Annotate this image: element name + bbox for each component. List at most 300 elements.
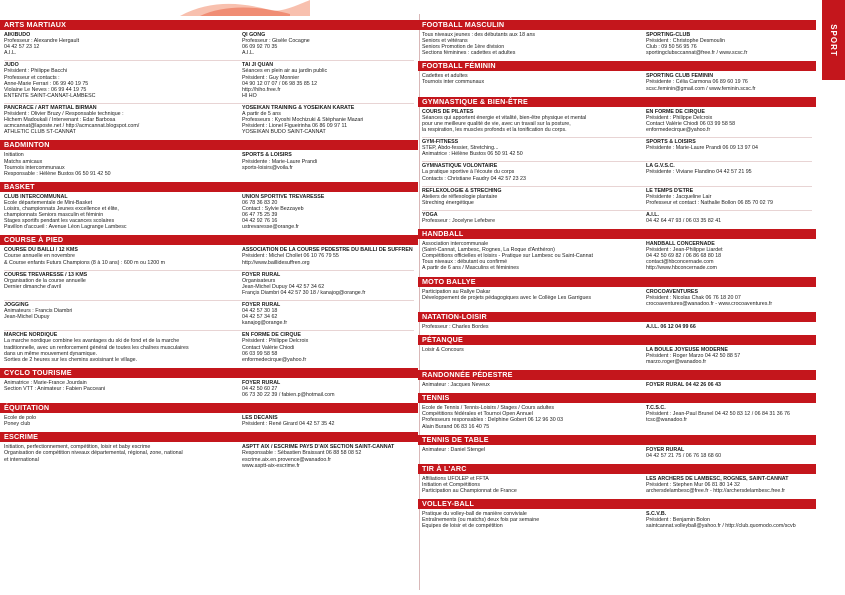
- entry: [422, 109, 638, 133]
- entry-line: Président : Philippe Bacchi: [4, 68, 68, 75]
- entry-line: 04 42 57 34 62: [242, 314, 278, 321]
- entry-line: Présidente : Viviane Flandino 04 42 57 21 95: [646, 169, 752, 176]
- entry-title: FOYER RURAL: [242, 302, 281, 308]
- entry: [4, 194, 234, 231]
- entry: [4, 62, 234, 99]
- entry: [422, 405, 638, 429]
- entry-line: Séances en plein air au jardin public: [242, 68, 328, 75]
- entry-line: ENTENTE SAINT-CANNAT-LAMBESC: [4, 92, 96, 99]
- entry-line: 04 90 12 07 07 / 06 98 35 85 12: [242, 80, 318, 87]
- entry-line: contact@hbconcernade.com: [646, 259, 714, 266]
- entry-line: 04 42 50 60 27: [242, 385, 278, 392]
- section: [418, 499, 816, 532]
- entry-line: Course annuelle en novembre: [4, 253, 75, 260]
- section-heading: ESCRIME: [0, 432, 418, 442]
- entry-line: saintcannat.volleyball@yahoo.fr / http://club.quomodo.com/scvb: [646, 523, 796, 530]
- entry-title: YOSEIKAN TRAINING & YOSEIKAN KARATÉ: [242, 104, 355, 111]
- section: [418, 335, 816, 368]
- entry-line: Animateur : Daniel Stengel: [422, 446, 486, 453]
- entry-line: 04 42 57 21 75 / 06 76 18 68 60: [646, 452, 722, 459]
- entry-line: 04 42 57 23 12: [4, 44, 40, 51]
- right-column: [418, 18, 816, 532]
- entry-line: Président : Nicolas Chak 06 76 18 20 07: [646, 294, 741, 301]
- entry-row: [0, 415, 418, 430]
- entry: [242, 194, 414, 231]
- section: [418, 97, 816, 227]
- entry-line: et international: [4, 456, 39, 463]
- entry-line: sportingclubsccannat@free.fr / www.scsc.fr: [646, 50, 748, 57]
- decorative-swoosh: [180, 0, 310, 16]
- entry-line: escrime.aix.en.provence@wanadoo.fr: [242, 456, 331, 463]
- entry-title: FOYER RURAL 04 42 26 06 43: [646, 382, 721, 389]
- entry-line: Président : Michel Chollet 06 10 76 79 55: [242, 253, 339, 260]
- entry-line: STEP, Abdo-fessier, Stretching...: [422, 145, 499, 152]
- entry-line: Présidente : Marie-Laure Prandi 06 09 13 97 04: [646, 145, 758, 152]
- section-heading: HANDBALL: [418, 229, 816, 239]
- section: [418, 464, 816, 497]
- entry-title: QI GONG: [242, 32, 266, 38]
- entry-line: Compétitions fédérales et Tournoi Open Annuel: [422, 411, 533, 418]
- entry-row: [0, 194, 418, 234]
- section: [418, 61, 816, 94]
- entry-line: 06 47 75 25 39: [242, 212, 278, 219]
- entry-line: Initiation: [4, 152, 24, 159]
- entry-line: Sorties de 2 heures sur les chemins avoisinant le village.: [4, 356, 138, 363]
- section: [0, 182, 418, 234]
- entry-title: CROCOAVENTURES: [646, 288, 698, 295]
- entry-line: www.asptt-aix-escrime.fr: [242, 462, 300, 469]
- entry-line: Professeur et contact : Nathalie Bollon 06 85 70 02 79: [646, 199, 773, 206]
- entry-title: A.I.L.: [646, 211, 659, 218]
- entry: [422, 73, 638, 91]
- section: [418, 393, 816, 432]
- entry-title: AÏKIBUDO: [4, 32, 31, 38]
- row-separator: [4, 300, 414, 301]
- entry: [4, 380, 234, 398]
- entry-line: Présidente : Célia Carmona 06 89 60 19 76: [646, 79, 748, 86]
- side-margin: [822, 80, 845, 595]
- entry-line: Président : Benjamin Bolon: [646, 517, 710, 524]
- section: [418, 435, 816, 462]
- entry-row: [418, 382, 816, 391]
- section-heading: FOOTBALL FÉMININ: [418, 61, 816, 71]
- section: [418, 229, 816, 274]
- entry-title: JUDO: [4, 62, 19, 69]
- entry: [242, 32, 414, 56]
- entry-line: Jean-Michel Dupuy: [4, 314, 50, 321]
- entry: [646, 73, 812, 91]
- entry-line: Responsable : Hélène Bustos 06 50 91 42 50: [4, 170, 111, 177]
- section-heading: GYMNASTIQUE & BIEN-ÊTRE: [418, 97, 816, 107]
- entry-line: La marche nordique combine les avantages du ski de fond et de la marche: [4, 338, 180, 345]
- entry-line: Professeurs responsables : Delphine Gobert 06 12 96 30 03: [422, 417, 564, 424]
- entry-row: [418, 241, 816, 274]
- entry-line: Poney club: [4, 421, 31, 428]
- entry-title: EN FORME DE CIRQUE: [242, 332, 301, 339]
- section: [0, 20, 418, 138]
- section-heading: VOLLEY-BALL: [418, 499, 816, 509]
- entry-line: Président : Philippe Delcroix: [646, 114, 713, 121]
- section-heading: ARTS MARTIAUX: [0, 20, 418, 30]
- entry-title: ASSOCIATION DE LA COURSE PÉDESTRE DU BAILLI DE SUFFREN: [242, 247, 413, 254]
- entry-title: GYMNASTIQUE VOLONTAIRE: [422, 163, 498, 170]
- entry-line: Contacts : Christiane Faudry 04 42 57 23 23: [422, 175, 526, 182]
- entry-line: Tous niveaux : débutant ou confirmé: [422, 259, 508, 266]
- entry-line: A.I.L.: [4, 50, 17, 57]
- entry-line: Entraînements (ou matchs) deux fois par semaine: [422, 517, 540, 524]
- entry: [646, 109, 812, 133]
- entry-title: YOGA: [422, 211, 438, 218]
- section-heading: BASKET: [0, 182, 418, 192]
- section-heading: BADMINTON: [0, 140, 418, 150]
- entry-line: Président : Philippe Delcroix: [242, 338, 309, 345]
- section-heading: CYCLO TOURISME: [0, 368, 418, 378]
- entry-title: COURSE DU BAILLI / 12 KMS: [4, 247, 78, 254]
- entry-line: Stages sportifs pendant les vacances scolaires: [4, 218, 115, 225]
- entry-row: [0, 32, 418, 59]
- entry-line: Pavillon d'accueil : Avenue Léon Lagrange Lambesc: [4, 224, 127, 231]
- entry-line: Dernier dimanche d'avril: [4, 283, 61, 290]
- entry-row: [418, 405, 816, 432]
- entry-title: FOYER RURAL: [242, 379, 281, 386]
- entry: [646, 163, 812, 181]
- section-heading: ÉQUITATION: [0, 403, 418, 413]
- entry-line: http://www.hbconcernade.com: [646, 265, 717, 272]
- entry-line: À partir de 5 ans: [242, 111, 281, 118]
- entry-line: Organisateurs: [242, 277, 276, 284]
- entry-line: acmcannat@laposte.net / http://acmcannat.blogspot.com/: [4, 123, 140, 130]
- entry-title: COURSE TRÉVARESSE / 13 KMS: [4, 271, 88, 278]
- section: [418, 20, 816, 59]
- entry: [4, 105, 234, 135]
- sport-side-tab: [822, 0, 845, 80]
- entry: [422, 32, 638, 56]
- entry-line: championnats Seniors masculin et féminin: [4, 212, 104, 219]
- entry: [646, 241, 812, 271]
- entry-row: [0, 62, 418, 102]
- entry-line: enformedecirque@yahoo.fr: [646, 126, 711, 133]
- row-separator: [4, 60, 414, 61]
- entry-line: Président : Roger Marzo 04 42 50 88 57: [646, 353, 741, 359]
- section: [418, 312, 816, 333]
- entry-title: SPORTS & LOISIRS: [646, 139, 696, 146]
- entry-line: la respiration, les muscles profonds et la tonification du corps.: [422, 126, 567, 133]
- section-heading: PÉTANQUE: [418, 335, 816, 345]
- entry-line: Affiliations UFOLEP et FFTA: [422, 475, 489, 482]
- entry-title: LES DÉCANIS: [242, 415, 278, 422]
- entry-line: Président : Stephen Mur 06 81 80 14 32: [646, 481, 740, 488]
- entry: [242, 444, 414, 468]
- entry-line: dans un même mouvement dynamique.: [4, 350, 98, 357]
- entry-line: Initiation et Compétitions: [422, 481, 481, 488]
- entry: [4, 332, 234, 362]
- entry-line: Président : Jean-Philippe Liardet: [646, 247, 723, 254]
- entry-line: Président : René Girard 04 42 57 35 42: [242, 421, 335, 428]
- entry-line: Pratique du volley-ball de manière conviviale: [422, 511, 527, 518]
- entry-line: Président : Lionel Figueirinha 06 86 09 97 11: [242, 123, 348, 130]
- row-separator: [4, 270, 414, 271]
- entry: [646, 289, 812, 307]
- entry-line: Streching énergétique: [422, 199, 474, 206]
- entry-line: Tous niveaux jeunes : des débutants aux 18 ans: [422, 32, 536, 38]
- entry-title: LA G.V.S.C.: [646, 163, 675, 170]
- entry-line: Professeur : Alexandre Hergault: [4, 38, 80, 45]
- entry-line: Club : 09 50 56 95 76: [646, 44, 697, 51]
- entry-line: archersdelambesc@free.fr - http://archersdelambesc.free.fr: [646, 488, 786, 495]
- entry-line: Professeur : Charles Bordes: [422, 323, 489, 330]
- entry: [646, 32, 812, 56]
- entry-row: [418, 289, 816, 310]
- entry: [422, 188, 638, 206]
- entry-line: Participation au Championnat de France: [422, 488, 517, 495]
- entry-line: Professeur et contacts :: [4, 74, 60, 81]
- entry-line: 06 73 30 22 39 / fabien.p@hotmail.com: [242, 392, 335, 399]
- row-separator: [4, 103, 414, 104]
- section-heading: TIR À L'ARC: [418, 464, 816, 474]
- entry-line: Professeur : Jocelyne Lefebvre: [422, 217, 496, 224]
- entry-line: Animateur : Jacques Neveux: [422, 382, 490, 389]
- entry-line: Jean-Michel Dupuy 04 42 57 34 62: [242, 283, 325, 290]
- entry-row: [418, 324, 816, 333]
- entry-title: GYM-FITNESS: [422, 139, 459, 146]
- entry: [646, 511, 812, 529]
- entry-line: Équipes de loisir et de compétition: [422, 523, 503, 530]
- entry-line: Tournois intercommunaux: [4, 164, 65, 171]
- entry-title: T.C.S.C.: [646, 405, 666, 412]
- entry-title: HANDBALL CONCERNADE: [646, 241, 715, 248]
- entry: [646, 347, 812, 365]
- entry-row: [418, 32, 816, 59]
- entry-line: Matchs amicaux: [4, 158, 43, 165]
- entry-line: Professeur : Gisèle Cocagne: [242, 38, 310, 45]
- entry-line: Initiation, perfectionnement, compétition, loisir et baby escrime: [4, 444, 151, 451]
- entry-line: Organisation de la course annuelle: [4, 277, 86, 284]
- section-heading: MOTO BALLYE: [418, 277, 816, 287]
- section: [418, 277, 816, 310]
- entry-line: École de Tennis / Tennis-Loisirs / Stages / Cours adultes: [422, 405, 555, 412]
- entry: [4, 415, 234, 427]
- entry-line: À partir de 6 ans / Masculins et féminines: [422, 265, 519, 272]
- entry: [242, 380, 414, 398]
- entry-title: LE TEMPS D'ÊTRE: [646, 187, 694, 194]
- entry-line: Compétitions officielles et loisirs - Pratique sur Lambesc ou Saint-Cannat: [422, 253, 593, 260]
- entry-line: 06 03 99 58 58: [242, 350, 278, 357]
- entry: [242, 272, 414, 296]
- entry-row: [418, 347, 816, 368]
- entry-row: [0, 332, 418, 365]
- row-separator: [422, 210, 812, 211]
- entry: [422, 139, 638, 157]
- entry-row: [418, 447, 816, 462]
- entry-line: Loisir & Concours: [422, 346, 464, 353]
- entry: [422, 347, 638, 365]
- entry: [646, 324, 812, 330]
- entry: [242, 152, 414, 176]
- entry-row: [418, 476, 816, 497]
- entry-line: tcsc@wanadoo.fr: [646, 417, 688, 424]
- entry-title: FOYER RURAL: [242, 271, 281, 278]
- entry-line: Sections féminines : cadettes et adultes: [422, 50, 516, 57]
- entry-title: A.I.L. 06 12 04 99 66: [646, 323, 696, 330]
- entry-line: Tournois inter communaux: [422, 79, 485, 86]
- entry-row: [0, 444, 418, 471]
- entry-row: [0, 105, 418, 138]
- section: [0, 235, 418, 366]
- entry: [242, 302, 414, 326]
- entry-line: Section VTT : Animateur : Fabien Pacceani: [4, 385, 106, 392]
- section: [0, 432, 418, 471]
- entry-line: Organisation de compétition niveaux départemental, régional, zone, national: [4, 450, 183, 457]
- entry-line: Président : Olivier Bruzy / Responsable technique :: [4, 111, 124, 118]
- entry-line: Professeurs : Kyoshi Mochizuki & Stéphanie Mazari: [242, 117, 364, 124]
- row-separator: [4, 330, 414, 331]
- entry-line: enformedecirque@yahoo.fr: [242, 356, 307, 363]
- entry-title: TAI JI QUAN: [242, 62, 274, 69]
- entry: [422, 212, 638, 224]
- entry-row: [418, 109, 816, 136]
- entry: [4, 272, 234, 296]
- entry: [422, 289, 638, 307]
- entry-line: 06 78 36 83 20: [242, 199, 278, 206]
- entry-row: [418, 73, 816, 94]
- entry-line: (Saint-Cannat, Lambesc, Rognes, La Roque d'Anthéron): [422, 247, 555, 254]
- entry: [646, 139, 812, 157]
- entry-row: [418, 163, 816, 184]
- entry-line: YOSEIKAN BUDO SAINT-CANNAT: [242, 129, 326, 136]
- entry-row: [418, 511, 816, 532]
- entry-row: [0, 380, 418, 401]
- entry-line: Animateurs : Francis Diambri: [4, 308, 73, 315]
- entry: [242, 415, 414, 427]
- entry-line: École de polo: [4, 415, 37, 422]
- entry: [4, 247, 234, 265]
- entry-line: Séances qui apportent énergie et vitalité, bien-être physique et mental: [422, 114, 587, 121]
- entry: [646, 447, 812, 459]
- entry-line: Violaine Le Neves : 06 99 44 19 75: [4, 86, 87, 93]
- entry-line: Présidente : Jacqueline Lair: [646, 193, 712, 200]
- row-separator: [422, 137, 812, 138]
- entry: [4, 444, 234, 468]
- entry: [646, 405, 812, 429]
- entry-title: LA BOULE JOYEUSE MODERNE: [646, 346, 728, 353]
- entry-line: pour une meilleure qualité de vie, avec un travail sur la posture,: [422, 120, 571, 127]
- section: [418, 370, 816, 391]
- entry-line: Loisirs, championnats Jeunes excellence et élite,: [4, 205, 119, 212]
- entry-line: Responsable : Sébastien Braissant 06 88 58 08 52: [242, 450, 362, 457]
- entry-line: Association intercommunale: [422, 241, 489, 248]
- entry-title: UNION SPORTIVE TRÉVARESSE: [242, 193, 325, 200]
- entry: [242, 332, 414, 362]
- entry-line: Contact Valérie Chiodi: [242, 344, 295, 351]
- entry-row: [418, 212, 816, 227]
- entry-line: 04 42 57 30 18: [242, 308, 278, 315]
- entry-title: LES ARCHERS DE LAMBESC, ROGNES, SAINT-CANNAT: [646, 475, 789, 482]
- entry-title: JOGGING: [4, 302, 29, 308]
- entry-line: Animatrice : Marie-France Jourdain: [4, 379, 87, 386]
- entry: [646, 212, 812, 224]
- entry-line: Contact : Sylvie Bezzayeb: [242, 205, 304, 212]
- row-separator: [422, 186, 812, 187]
- entry-line: Animatrice : Hélène Bustos 06 50 91 42 50: [422, 151, 523, 158]
- section-heading: TENNIS: [418, 393, 816, 403]
- entry: [646, 382, 812, 388]
- entry-row: [0, 272, 418, 299]
- entry-line: Ateliers de réflexologie plantaire: [422, 193, 498, 200]
- entry-line: Hichem Madoukali / Intervenant : Edar Barbosa: [4, 117, 116, 124]
- side-tab-label: SPORT: [829, 23, 838, 57]
- entry-line: sports-loisirs@voila.fr: [242, 164, 293, 171]
- entry-line: Président : Guy Monnier: [242, 74, 300, 81]
- section-heading: COURSE À PIED: [0, 235, 418, 245]
- entry: [242, 247, 414, 265]
- entry: [422, 382, 638, 388]
- section-heading: NATATION-LOISIR: [418, 312, 816, 322]
- entry: [4, 32, 234, 56]
- entry: [422, 447, 638, 459]
- entry-line: Présidente : Marie-Laure Prandi: [242, 158, 318, 165]
- entry-line: 04 42 92 76 16: [242, 218, 278, 225]
- entry-title: SPORTING CLUB FÉMININ: [646, 73, 714, 80]
- entry-line: kanajog@orange.fr: [242, 320, 288, 327]
- entry-title: SPORTING-CLUB: [646, 32, 691, 38]
- entry-line: scsc.feminin@gmail.com / www.feminin.scsc.fr: [646, 85, 756, 92]
- entry-row: [0, 152, 418, 179]
- entry: [646, 476, 812, 494]
- section-heading: RANDONNÉE PÉDESTRE: [418, 370, 816, 380]
- entry-title: CLUB INTERCOMMUNAL: [4, 193, 68, 200]
- entry-line: 04 42 64 47 93 / 06 03 35 82 41: [646, 217, 722, 224]
- entry-line: Développement de projets pédagogiques avec le Collège Les Garrigues: [422, 294, 592, 301]
- entry-row: [0, 247, 418, 268]
- entry: [4, 302, 234, 326]
- entry: [646, 188, 812, 206]
- entry: [422, 476, 638, 494]
- entry-line: Seniors et vétérans: [422, 38, 468, 45]
- entry-line: Alain Burand 06 83 16 40 75: [422, 423, 490, 430]
- section-heading: TENNIS DE TABLE: [418, 435, 816, 445]
- entry-line: 06 09 92 70 35: [242, 44, 278, 51]
- entry-line: ustrevaresse@orange.fr: [242, 224, 299, 231]
- entry-line: Président : Christophe Desmoulin: [646, 38, 725, 45]
- entry-title: SPORTS & LOISIRS: [242, 152, 292, 159]
- entry-line: Président : Jean-Paul Brunel 04 42 50 83 12 / 06 84 31 36 76: [646, 411, 791, 418]
- entry: [242, 62, 414, 99]
- entry-line: marzo.roger@wanadoo.fr: [646, 359, 707, 366]
- section: [0, 368, 418, 401]
- row-separator: [422, 161, 812, 162]
- entry-line: Contact Valérie Chiodi 06 03 99 58 58: [646, 120, 736, 127]
- entry-line: http://hiho.free.fr: [242, 86, 281, 93]
- entry-line: A.I.L.: [242, 50, 255, 57]
- entry-line: Françis Diambri 04 42 57 30 18 / kanajog@orange.fr: [242, 289, 366, 296]
- entry-title: PANCRACE / ART MARTIAL BIRMAN: [4, 104, 97, 111]
- entry-title: EN FORME DE CIRQUE: [646, 108, 705, 115]
- entry-row: [418, 139, 816, 160]
- entry-line: Seniors Promotion de 1ère division: [422, 44, 505, 51]
- entry-row: [418, 188, 816, 209]
- entry: [422, 511, 638, 529]
- entry-title: ASPTT AIX / ESCRIME PAYS D'AIX SECTION SAINT-CANNAT: [242, 444, 395, 451]
- entry: [242, 105, 414, 135]
- section: [0, 403, 418, 430]
- entry-line: La pratique sportive à l'écoute du corps: [422, 169, 515, 176]
- entry-line: 04 42 50 69 82 / 06 86 68 80 18: [646, 253, 722, 260]
- entry-title: S.C.V.B.: [646, 511, 667, 518]
- entry-title: MARCHE NORDIQUE: [4, 332, 58, 339]
- entry: [422, 163, 638, 181]
- entry-line: crocoaventures@wanadoo.fr - www.crocoaventures.fr: [646, 300, 773, 307]
- entry-title: COURS DE PILATES: [422, 108, 474, 115]
